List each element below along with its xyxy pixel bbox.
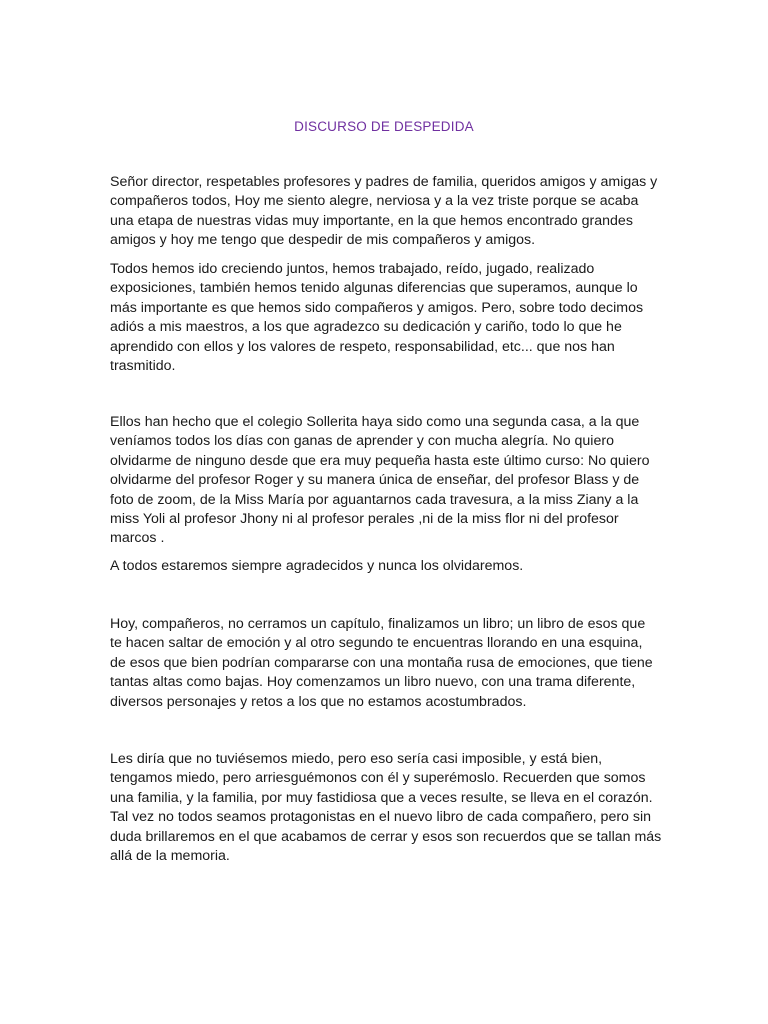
- paragraph-book-metaphor: [110, 615, 658, 712]
- text-line: Señor director, respetables profesores y padres de familia, queridos amigos y amigas y: [110, 174, 658, 190]
- text-line: foto de zoom, de la Miss María por aguantarnos cada travesura, a la miss Ziany a la: [110, 491, 639, 508]
- text-line: diversos personajes y retos a los que no estamos acostumbrados.: [110, 693, 527, 710]
- text-line: Les diría que no tuviésemos miedo, pero eso sería casi imposible, y está bien,: [110, 751, 603, 767]
- text-line: exposiciones, también hemos tenido algunas diferencias que superamos, aunque lo: [110, 280, 638, 297]
- text-line: compañeros todos, Hoy me siento alegre, nerviosa y a la vez triste porque se acaba: [110, 193, 639, 210]
- text-line: marcos .: [110, 530, 165, 547]
- paragraph-gratitude: [110, 557, 658, 576]
- text-line: allá de la memoria.: [110, 848, 230, 865]
- text-line: Ellos han hecho que el colegio Sollerita haya sido como una segunda casa, a la que: [110, 414, 640, 430]
- text-line: olvidarme de ninguno desde que era muy pequeña hasta este último curso: No quiero: [110, 452, 650, 469]
- text-line: Todos hemos ido creciendo juntos, hemos trabajado, reído, jugado, realizado: [110, 261, 595, 277]
- paragraph-growing-together: [110, 260, 658, 376]
- text-line: olvidarme del profesor Roger y su manera única de enseñar, del profesor Blass y de: [110, 472, 640, 489]
- paragraph-greeting: [110, 173, 658, 251]
- paragraph-school-teachers: [110, 413, 658, 549]
- text-line: amigos y hoy me tengo que despedir de mis compañeros y amigos.: [110, 232, 536, 249]
- text-line: de esos que bien podrían compararse con una montaña rusa de emociones, que tiene: [110, 654, 653, 671]
- text-line: adiós a mis maestros, a los que agradezco su dedicación y cariño, todo lo que he: [110, 319, 622, 336]
- text-line: te hacen saltar de emoción y al otro segundo te encuentras llorando en una esquina,: [110, 635, 643, 652]
- text-line: tantas altas como bajas. Hoy comenzamos un libro nuevo, con una trama diferente,: [110, 674, 636, 691]
- text-line: aprendido con ellos y los valores de respeto, responsabilidad, etc... que nos han: [110, 338, 615, 355]
- text-line: tengamos miedo, pero arriesguémonos con él y superémoslo. Recuerden que somos: [110, 770, 646, 787]
- text-line: Hoy, compañeros, no cerramos un capítulo, finalizamos un libro; un libro de esos que: [110, 616, 646, 632]
- paragraph-closing: [110, 750, 662, 866]
- text-line: veníamos todos los días con ganas de aprender y con mucha alegría. No quiero: [110, 433, 614, 450]
- text-line: más importante es que hemos sido compañeros y amigos. Pero, sobre todo decimos: [110, 299, 644, 316]
- text-line: miss Yoli al profesor Jhony ni al profesor perales ,ni de la miss flor ni del profesor: [110, 511, 619, 528]
- text-line: una familia, y la familia, por muy fastidiosa que a veces resulte, se lleva en el corazón.: [110, 789, 653, 806]
- text-line: trasmitido.: [110, 358, 176, 375]
- document-title: DISCURSO DE DESPEDIDA: [294, 119, 474, 134]
- text-line: una etapa de nuestras vidas muy importante, en la que hemos encontrado grandes: [110, 212, 633, 229]
- text-line: A todos estaremos siempre agradecidos y nunca los olvidaremos.: [110, 558, 524, 574]
- text-line: duda brillaremos en el que acabamos de cerrar y esos son recuerdos que se tallan más: [110, 828, 662, 845]
- text-line: Tal vez no todos seamos protagonistas en el nuevo libro de cada compañero, pero sin: [110, 809, 652, 826]
